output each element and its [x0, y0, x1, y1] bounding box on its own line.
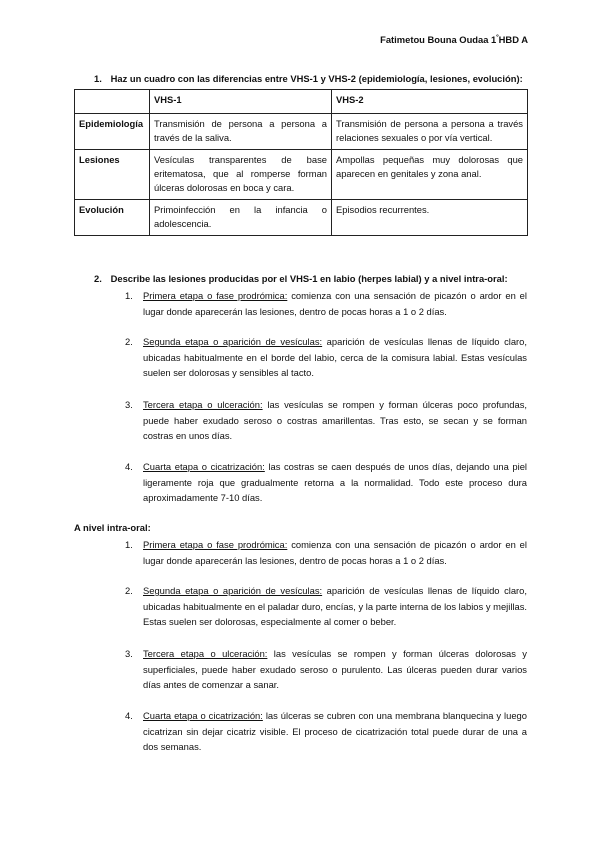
author-header — [380, 32, 528, 48]
intraoral-step — [125, 708, 527, 755]
step-text: las vesículas se rompen y forman úlceras dolorosas y superficiales, puede haber exudado seroso o purulento. Las úlceras pueden durar varios días antes de comenzar a sanar. — [143, 648, 527, 691]
step-title: Cuarta etapa o cicatrización: — [143, 710, 263, 721]
intraoral-step — [125, 583, 527, 630]
author-group: HBD A — [498, 34, 528, 45]
step-text: comienza con una sensación de picazón o ardor en el lugar donde aparecerán las lesiones, dentro de pocas horas a 1 o 2 días. — [143, 539, 527, 566]
row-header-lesiones: Lesiones — [75, 150, 150, 200]
question-2-number: 2. — [94, 273, 102, 284]
intraoral-step — [125, 646, 527, 693]
step-number: 1. — [125, 539, 133, 550]
intraoral-heading: A nivel intra-oral: — [74, 522, 151, 533]
table-row — [75, 114, 528, 150]
comparison-table — [74, 89, 528, 236]
step-title: Primera etapa o fase prodrómica: — [143, 539, 288, 550]
step-title: Cuarta etapa o cicatrización: — [143, 461, 265, 472]
table-cell: Vesículas transparentes de base eritematosa, que al romperse forman úlceras dolorosas en boca y cara. — [150, 150, 332, 200]
step-number: 1. — [125, 290, 133, 301]
step-text: aparición de vesículas llenas de líquido claro, ubicadas habitualmente en el borde del labio, cerca de la comisura labial. Estas vesículas suelen ser dolorosas y sensibles al tacto. — [143, 336, 527, 379]
table-cell: Transmisión de persona a persona a través de la saliva. — [150, 114, 332, 150]
table-cell: Episodios recurrentes. — [332, 200, 528, 236]
step-title: Segunda etapa o aparición de vesículas: — [143, 585, 323, 596]
step-number: 4. — [125, 710, 133, 721]
labial-step — [125, 334, 527, 381]
table-cell: Ampollas pequeñas muy dolorosas que aparecen en genitales y zona anal. — [332, 150, 528, 200]
table-cell: Transmisión de persona a persona a través relaciones sexuales o por vía vertical. — [332, 114, 528, 150]
row-header-evolucion: Evolución — [75, 200, 150, 236]
step-text: las vesículas se rompen y forman úlceras poco profundas, puede haber exudado seroso o costras amarillentas. Tras esto, se secan y se forman costras en unos días. — [143, 399, 527, 442]
row-header-epidemiologia: Epidemiología — [75, 114, 150, 150]
step-title: Tercera etapa o ulceración: — [143, 648, 268, 659]
step-number: 2. — [125, 336, 133, 347]
labial-step — [125, 459, 527, 506]
table-row — [75, 200, 528, 236]
table-corner-cell — [75, 90, 150, 114]
step-title: Tercera etapa o ulceración: — [143, 399, 263, 410]
labial-step — [125, 288, 527, 319]
intraoral-step — [125, 537, 527, 568]
table-row — [75, 150, 528, 200]
step-title: Segunda etapa o aparición de vesículas: — [143, 336, 323, 347]
step-number: 4. — [125, 461, 133, 472]
column-header-vhs2: VHS-2 — [332, 90, 528, 114]
step-text: aparición de vesículas llenas de líquido claro, ubicadas habitualmente en el paladar duro, encías, y la parte interna de los labios y mejillas. Estas suelen ser dolorosas, especialmente al comer o beber. — [143, 585, 527, 628]
question-1 — [94, 71, 523, 87]
author-course-ordinal: º — [496, 34, 499, 41]
question-2-text: Describe las lesiones producidas por el VHS-1 en labio (herpes labial) y a nivel intra-oral: — [110, 273, 508, 284]
question-1-text: Haz un cuadro con las diferencias entre VHS-1 y VHS-2 (epidemiología, lesiones, evolución): — [110, 73, 523, 84]
column-header-vhs1: VHS-1 — [150, 90, 332, 114]
table-cell: Primoinfección en la infancia o adolescencia. — [150, 200, 332, 236]
step-number: 2. — [125, 585, 133, 596]
step-text: las úlceras se cubren con una membrana blanquecina y luego cicatrizan sin dejar cicatriz visible. El proceso de cicatrización total puede durar de una a dos semanas. — [143, 710, 527, 753]
author-name: Fatimetou Bouna Oudaa 1 — [380, 34, 497, 45]
step-title: Primera etapa o fase prodrómica: — [143, 290, 288, 301]
step-text: las costras se caen después de unos días, dejando una piel ligeramente roja que gradualmente retorna a la normalidad. Todo este proceso dura aproximadamente 7-10 días. — [143, 461, 527, 504]
step-number: 3. — [125, 399, 133, 410]
labial-step — [125, 397, 527, 444]
question-2 — [94, 271, 508, 287]
question-1-number: 1. — [94, 73, 102, 84]
table-header-row — [75, 90, 528, 114]
step-text: comienza con una sensación de picazón o ardor en el lugar donde aparecerán las lesiones, dentro de pocas horas a 1 o 2 días. — [143, 290, 527, 317]
step-number: 3. — [125, 648, 133, 659]
